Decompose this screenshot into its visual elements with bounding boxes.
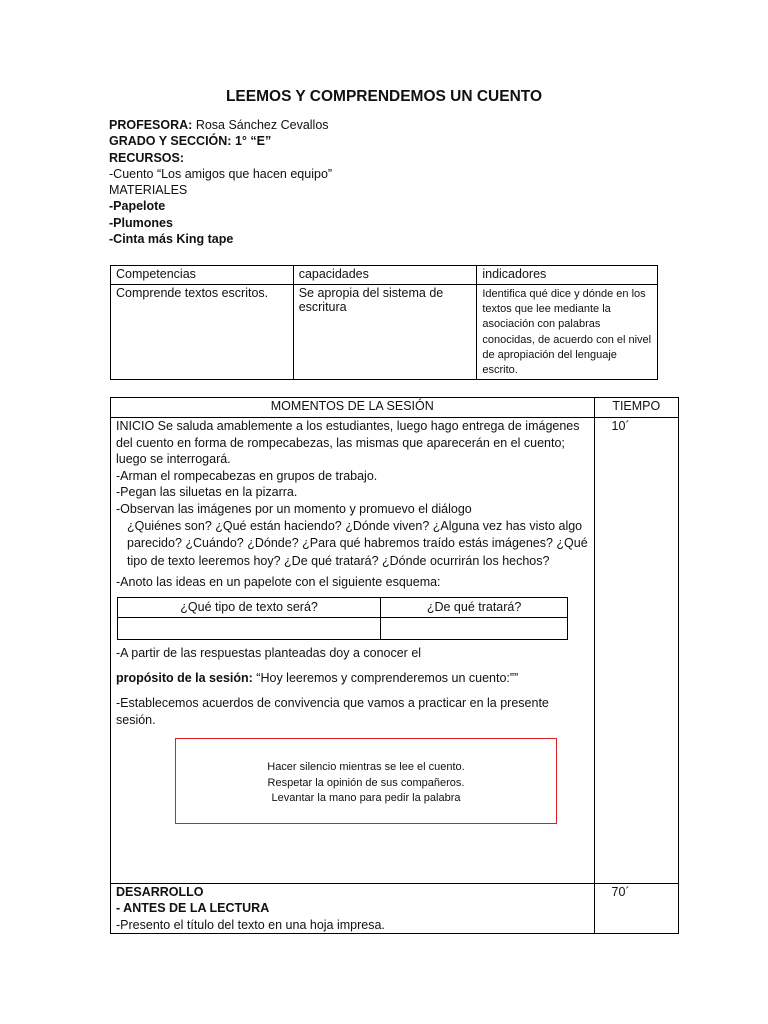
inicio-text: Se saluda amablemente a los estudiantes, luego hago entrega de imágenes del cuento en forma de rompecabezas, las mismas que aparecerán en el cuento; luego se interrogará.: [116, 419, 580, 467]
schema-cell: [118, 617, 381, 639]
column-header: ¿Qué tipo de texto será?: [118, 597, 381, 617]
desarrollo-cell: [111, 884, 595, 934]
table-row: [111, 285, 658, 380]
desarrollo-time: 70´: [594, 884, 678, 934]
agreements-text: -Establecemos acuerdos de convivencia que vamos a practicar en la presente sesión.: [116, 696, 549, 727]
guiding-questions: ¿Quiénes son? ¿Qué están haciendo? ¿Dónde viven? ¿Alguna vez has visto algo parecido? ¿Cuándo? ¿Dónde? ¿Para qué habremos traído estás imágenes? ¿Qué tipo de texto leeremos hoy? ¿De qué tratará? ¿Dónde ocurrirán los hechos?: [127, 518, 588, 568]
column-header: TIEMPO: [594, 398, 678, 418]
step-item: -Observan las imágenes por un momento y promuevo el diálogo: [116, 501, 472, 516]
table-row: [118, 617, 568, 639]
table-row: [111, 418, 679, 884]
document-title: LEEMOS Y COMPRENDEMOS UN CUENTO: [225, 88, 543, 105]
competency-cell: Comprende textos escritos.: [111, 285, 294, 380]
resources-label: RECURSOS:: [109, 150, 185, 165]
grade-label: GRADO Y SECCIÓN:: [109, 134, 232, 149]
column-header: capacidades: [293, 266, 477, 285]
rules-box: [175, 738, 557, 824]
rule-item: Hacer silencio mientras se lee el cuento.: [267, 761, 465, 774]
capacity-cell: Se apropia del sistema de escritura: [293, 285, 477, 380]
indicator-cell: Identifica qué dice y dónde en los textos que lee mediante la asociación con palabras conocidas, de acuerdo con el nivel de apropiación del lenguaje escrito.: [477, 285, 658, 380]
table-row: [111, 884, 679, 934]
rule-item: Levantar la mano para pedir la palabra: [271, 792, 461, 805]
session-header: [109, 117, 332, 247]
grade-value: 1° “E”: [231, 134, 272, 149]
grade-line: [109, 133, 332, 149]
inicio-intro: [116, 418, 589, 468]
inicio-label: INICIO: [116, 419, 155, 433]
before-reading-label: - ANTES DE LA LECTURA: [116, 901, 270, 916]
competencies-table: [110, 265, 658, 380]
a-partir-text: -A partir de las respuestas planteadas doy a conocer el: [116, 645, 422, 660]
teacher-label: PROFESORA:: [109, 118, 193, 132]
column-header: indicadores: [477, 266, 658, 285]
materials-label: MATERIALES: [109, 183, 188, 198]
session-moments-table: [110, 397, 679, 934]
material-item: -Cinta más King tape: [109, 232, 234, 247]
column-header: Competencias: [111, 266, 294, 285]
purpose-value: “Hoy leeremos y comprenderemos un cuento:””: [252, 670, 519, 685]
teacher-line: [109, 117, 332, 133]
step-item: -Presento el título del texto en una hoja impresa.: [116, 917, 385, 932]
schema-table: [117, 597, 568, 640]
column-header: ¿De qué tratará?: [381, 597, 568, 617]
inicio-time: 10´: [594, 418, 678, 884]
material-item: -Plumones: [109, 215, 173, 230]
material-item: -Papelote: [109, 199, 166, 214]
purpose-label: propósito de la sesión:: [116, 670, 253, 685]
inicio-cell: [111, 418, 595, 884]
step-item: -Pegan las siluetas en la pizarra.: [116, 485, 298, 500]
teacher-name: Rosa Sánchez Cevallos: [192, 118, 329, 132]
column-header: MOMENTOS DE LA SESIÓN: [111, 398, 595, 418]
desarrollo-label: DESARROLLO: [116, 885, 204, 899]
step-item: -Arman el rompecabezas en grupos de trabajo.: [116, 468, 378, 483]
purpose-line: [116, 670, 589, 687]
schema-cell: [381, 617, 568, 639]
resource-item: -Cuento “Los amigos que hacen equipo”: [109, 166, 333, 181]
rule-item: Respetar la opinión de sus compañeros.: [267, 776, 465, 789]
anoto-text: -Anoto las ideas en un papelote con el siguiente esquema:: [116, 575, 441, 590]
